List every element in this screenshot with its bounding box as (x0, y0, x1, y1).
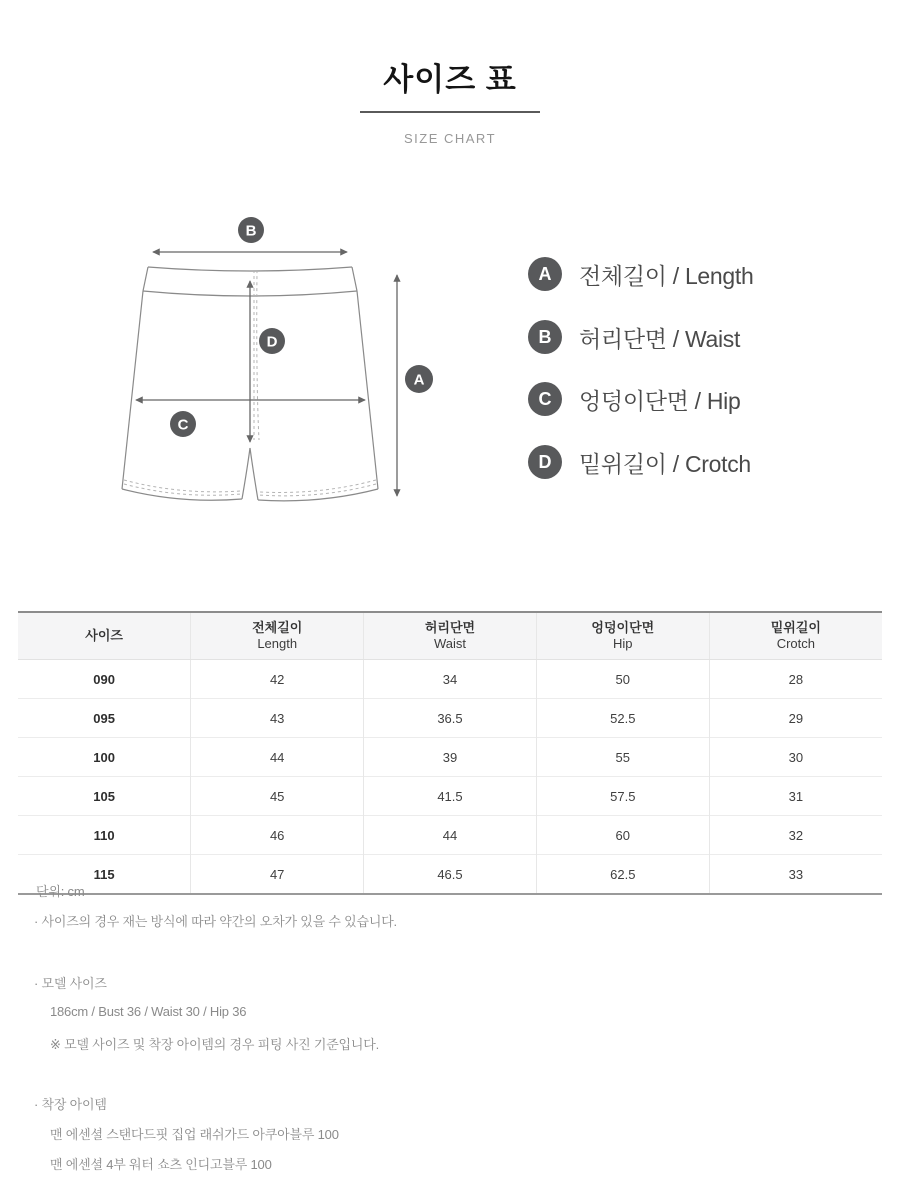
cell-size: 105 (18, 777, 191, 816)
table-row (18, 699, 882, 738)
legend-item-hip (528, 382, 740, 416)
note-model-size: 186cm / Bust 36 / Waist 30 / Hip 36 (50, 1004, 247, 1019)
legend-circle-a: A (528, 257, 562, 291)
cell-hip: 52.5 (536, 699, 709, 738)
col-header-crotch: 밑위길이 Crotch (709, 612, 882, 660)
cell-size: 100 (18, 738, 191, 777)
marker-d-label: D (266, 333, 278, 351)
table-row (18, 738, 882, 777)
cell-crotch: 32 (709, 816, 882, 855)
cell-size: 095 (18, 699, 191, 738)
cell-crotch: 31 (709, 777, 882, 816)
table-row (18, 660, 882, 699)
legend-item-waist (528, 320, 740, 354)
diagram-markers (170, 217, 433, 437)
measure-arrows (136, 252, 397, 496)
cell-length: 45 (191, 777, 364, 816)
note-outfit-item: 맨 에센셜 4부 워터 쇼츠 인디고블루 100 (50, 1157, 272, 1172)
cell-waist: 39 (364, 738, 537, 777)
cell-length: 42 (191, 660, 364, 699)
cell-hip: 50 (536, 660, 709, 699)
cell-waist: 44 (364, 816, 537, 855)
col-header-length: 전체길이 Length (191, 612, 364, 660)
note-outfit-title: · 착장 아이템 (34, 1097, 107, 1112)
cell-hip: 55 (536, 738, 709, 777)
note-tolerance: · 사이즈의 경우 재는 방식에 따라 약간의 오차가 있을 수 있습니다. (34, 914, 397, 929)
cell-size: 115 (18, 855, 191, 895)
col-header-waist: 허리단면 Waist (364, 612, 537, 660)
cell-length: 46 (191, 816, 364, 855)
legend-item-length (528, 257, 754, 291)
marker-a-label: A (413, 371, 425, 389)
cell-waist: 41.5 (364, 777, 537, 816)
cell-crotch: 29 (709, 699, 882, 738)
col-header-size: 사이즈 (18, 612, 191, 660)
cell-hip: 57.5 (536, 777, 709, 816)
page-subtitle: SIZE CHART (403, 131, 497, 146)
size-table-header-row (18, 612, 882, 660)
legend-label-waist: 허리단면 / Waist (579, 325, 741, 352)
cell-length: 43 (191, 699, 364, 738)
title-underline (360, 111, 540, 113)
note-model-size-note: ※ 모델 사이즈 및 착장 아이템의 경우 피팅 사진 기준입니다. (50, 1037, 380, 1052)
legend-item-crotch (528, 445, 751, 479)
table-row (18, 855, 882, 895)
marker-c-label: C (177, 416, 189, 434)
note-model-size-title: · 모델 사이즈 (34, 976, 107, 991)
legend-label-hip: 엉덩이단면 / Hip (579, 387, 741, 414)
shorts-measurement-diagram (105, 205, 445, 515)
table-row (18, 777, 882, 816)
cell-length: 44 (191, 738, 364, 777)
cell-size: 110 (18, 816, 191, 855)
page-title: 사이즈 표 (383, 62, 517, 97)
marker-b-label: B (245, 222, 257, 240)
cell-waist: 46.5 (364, 855, 537, 895)
table-row (18, 816, 882, 855)
cell-crotch: 28 (709, 660, 882, 699)
legend-label-length: 전체길이 / Length (579, 262, 754, 289)
note-outfit-item: 맨 에센셜 스탠다드핏 집업 래쉬가드 아쿠아블루 100 (50, 1127, 339, 1142)
legend-circle-c: C (528, 382, 562, 416)
legend-circle-b: B (528, 320, 562, 354)
cell-crotch: 30 (709, 738, 882, 777)
cell-size: 090 (18, 660, 191, 699)
legend-label-crotch: 밑위길이 / Crotch (579, 450, 751, 477)
cell-crotch: 33 (709, 855, 882, 895)
note-unit: 단위: cm (36, 884, 85, 899)
cell-waist: 36.5 (364, 699, 537, 738)
cell-hip: 62.5 (536, 855, 709, 895)
legend-circle-d: D (528, 445, 562, 479)
col-header-hip: 엉덩이단면 Hip (536, 612, 709, 660)
cell-waist: 34 (364, 660, 537, 699)
cell-hip: 60 (536, 816, 709, 855)
cell-length: 47 (191, 855, 364, 895)
size-table (18, 611, 882, 895)
